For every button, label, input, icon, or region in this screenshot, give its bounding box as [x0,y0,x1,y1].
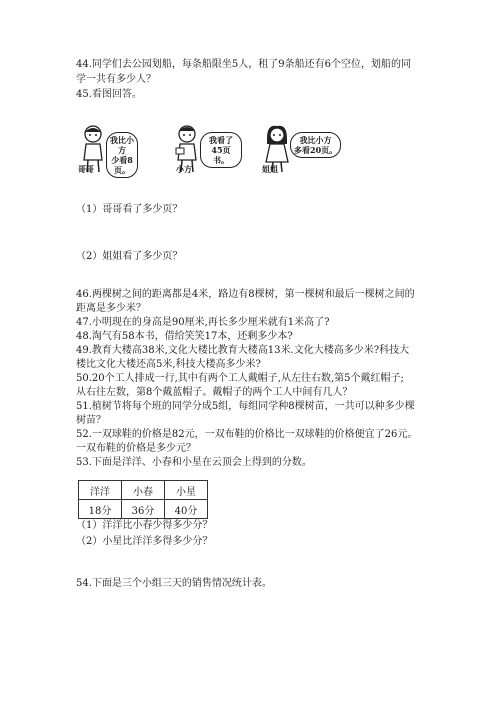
q45-sub1: （1）哥哥看了多少页？ [76,204,183,215]
speech-bubble-jiejie: 我比小方 多看20页。 [290,132,341,158]
q53-title: 53.下面是洋洋、小春和小星在云顶会上得到的分数。 [76,457,312,468]
q51-line1: 51.植树节将每个班的同学分成5组，每组同学种8棵树苗，一共可以种多少棵 [76,401,415,412]
q47-text: 47.小明现在的身高是90厘米,再长多少厘米就有1米高了? [76,317,330,328]
illustration-girl-jiejie [262,122,342,177]
table-row [79,500,208,519]
q54-text: 54.下面是三个小组三天的销售情况统计表。 [76,578,272,589]
q46-line1: 46.两棵树之间的距离都是4米，路边有8棵树，第一棵树和最后一棵树之间的 [76,289,415,300]
illustration-boy-xiaofang [172,122,242,177]
figure-label-gege: 哥哥 [78,164,94,174]
table-header-cell: 洋洋 [79,481,122,500]
speech-bubble-gege: 我比小方 少看8页。 [106,132,138,178]
table-header-row [79,481,208,500]
q49-line2: 楼比文化大楼还高5米,科技大楼高多少米? [76,359,261,370]
table-header-cell: 小星 [165,481,208,500]
q50-line2: 从右往左数，第8个戴蓝帽子。戴帽子的两个工人中间有几人？ [76,387,353,398]
q51-line2: 树苗？ [76,415,106,426]
q45-sub2: （2）姐姐看了多少页？ [76,251,183,262]
illustration-boy-gege [78,122,138,177]
table-header-cell: 小春 [122,481,165,500]
table-cell: 36分 [122,500,165,519]
q44-line2: 学一共有多少人？ [76,74,156,85]
score-table [78,480,208,519]
q52-line1: 52.一双球鞋的价格是82元，一双布鞋的价格比一双球鞋的价格便宜了26元。 [76,429,418,440]
q49-line1: 49.教育大楼高38米,文化大楼比教育大楼高13米.文化大楼高多少米?科技大 [76,345,410,356]
q52-line2: 一双布鞋的价格是多少元？ [76,443,196,454]
q53-sub1: （1）洋洋比小春少得多少分？ [76,520,213,531]
q45-title: 45.看图回答。 [76,89,142,100]
q46-line2: 距离是多少米？ [76,303,146,314]
figure-label-jiejie: 姐姐 [262,164,278,174]
q44-line1: 44.同学们去公园划船，每条船限坐5人，租了9条船还有6个空位，划船的同 [76,59,411,70]
table-cell: 18分 [79,500,122,519]
q53-sub2: （2）小星比洋洋多得多少分？ [76,536,213,547]
table-cell: 40分 [165,500,208,519]
q50-line1: 50.20个工人排成一行,其中有两个工人戴帽子,从左往右数,第5个戴红帽子; [76,373,404,384]
speech-bubble-xiaofang: 我看了 45页书。 [200,132,242,168]
figure-label-xiaofang: 小方 [176,164,192,174]
q48-text: 48.淘气有58本书，借给笑笑17本，还剩多少本? [76,331,293,342]
